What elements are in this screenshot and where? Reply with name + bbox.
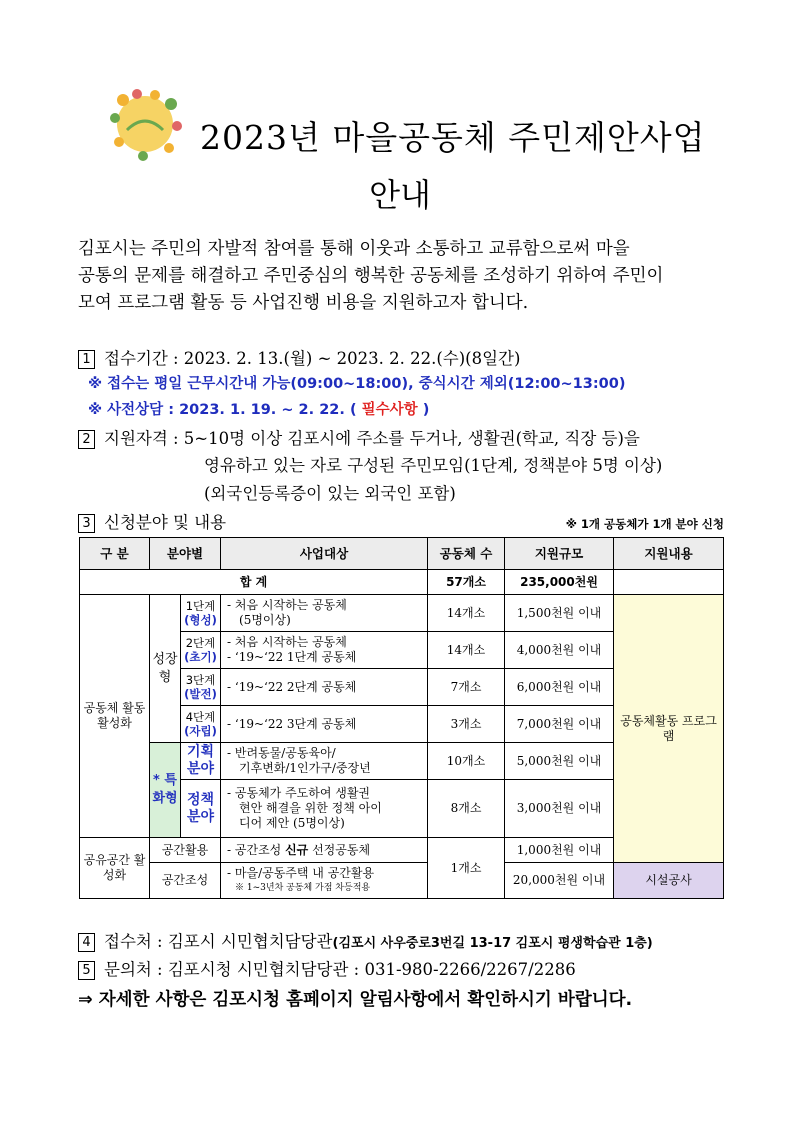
header-cell: 사업대상	[221, 538, 428, 570]
total-label: 합 계	[80, 570, 428, 595]
space-field: 공간활용	[150, 838, 221, 863]
budget-cell: 5,000천원 이내	[505, 743, 614, 780]
section-text: 접수기간 : 2023. 2. 13.(월) ~ 2023. 2. 22.(수)(8일간)	[104, 349, 521, 368]
target-cell: - 처음 시작하는 공동체 (5명이상)	[221, 595, 428, 632]
section-text: 신청분야 및 내용	[104, 513, 227, 532]
special-field: 기획 분야	[181, 743, 221, 780]
target-cell: - 반려동물/공동육아/ 기후변화/1인가구/중장년	[221, 743, 428, 780]
total-budget: 235,000천원	[505, 570, 614, 595]
page-subtitle: 안내	[369, 176, 431, 214]
intro-line: 공통의 문제를 해결하고 주민중심의 행복한 공동체를 조성하기 위하여 주민이	[78, 266, 664, 286]
count-cell: 14개소	[428, 632, 505, 669]
budget-cell: 1,500천원 이내	[505, 595, 614, 632]
target-cell: - ‘19~‘22 2단계 공동체	[221, 669, 428, 706]
growth-type: 성장형	[150, 595, 181, 743]
budget-cell: 20,000천원 이내	[505, 863, 614, 899]
space-field: 공간조성	[150, 863, 221, 899]
eligibility-line: 영유하고 있는 자로 구성된 주민모임(1단계, 정책분야 5명 이상)	[204, 456, 663, 475]
intro-line: 김포시는 주민의 자발적 참여를 통해 이웃과 소통하고 교류함으로써 마을	[78, 239, 630, 259]
section-reception-period	[78, 345, 520, 369]
village-hope-logo	[103, 86, 187, 162]
header-cell: 공동체 수	[428, 538, 505, 570]
header-cell: 지원규모	[505, 538, 614, 570]
lunch-note: ※ 접수는 평일 근무시간내 가능(09:00~18:00), 중식시간 제외(12:00~13:00)	[88, 376, 626, 392]
stage-cell: 4단계 (자립)	[181, 706, 221, 743]
section-number: 1	[78, 350, 95, 369]
header-cell: 구 분	[80, 538, 150, 570]
section-contact	[78, 956, 576, 980]
total-count: 57개소	[428, 570, 505, 595]
total-row	[80, 570, 724, 595]
target-cell: - 마을/공동주택 내 공간활용 ※ 1~3년차 공동체 가점 차등적용	[221, 863, 428, 899]
count-cell: 3개소	[428, 706, 505, 743]
section-number: 5	[78, 961, 95, 980]
section-number: 4	[78, 933, 95, 952]
stage-cell: 1단계 (형성)	[181, 595, 221, 632]
table-row	[80, 863, 724, 899]
count-cell: 14개소	[428, 595, 505, 632]
section-text: 접수처 : 김포시 시민협치담당관	[104, 932, 333, 951]
target-cell: - 공간조성 신규 선정공동체	[221, 838, 428, 863]
address-text: (김포시 사우중로3번길 13-17 김포시 평생학습관 1층)	[332, 936, 653, 951]
stage-cell: 2단계 (초기)	[181, 632, 221, 669]
special-type: * 특화형	[150, 743, 181, 838]
intro-line: 모여 프로그램 활동 등 사업진행 비용을 지원하고자 합니다.	[78, 293, 529, 313]
program-cell: 공동체활동 프로그램	[614, 595, 724, 863]
budget-cell: 7,000천원 이내	[505, 706, 614, 743]
content-cell: 시설공사	[614, 863, 724, 899]
budget-cell: 3,000천원 이내	[505, 780, 614, 838]
group-community: 공동체 활동 활성화	[80, 595, 150, 838]
section-text: 문의처 : 김포시청 시민협치담당관 : 031-980-2266/2267/2286	[104, 960, 576, 979]
count-cell: 10개소	[428, 743, 505, 780]
budget-cell: 6,000천원 이내	[505, 669, 614, 706]
intro-paragraph	[78, 236, 738, 317]
one-field-note: ※ 1개 공동체가 1개 분야 신청	[565, 517, 724, 531]
total-empty	[614, 570, 724, 595]
page-title: 2023년 마을공동체 주민제안사업	[200, 118, 706, 157]
section-eligibility	[78, 425, 640, 449]
consultation-text: ※ 사전상담 : 2023. 1. 19. ~ 2. 22. (	[88, 402, 362, 418]
header-cell: 분야별	[150, 538, 221, 570]
budget-cell: 1,000천원 이내	[505, 838, 614, 863]
count-cell: 7개소	[428, 669, 505, 706]
special-field: 정책 분야	[181, 780, 221, 838]
section-fields	[78, 509, 226, 533]
required-badge: 필수사항	[361, 402, 418, 418]
eligibility-line: (외국인등록증이 있는 외국인 포함)	[204, 484, 456, 503]
consultation-note	[88, 398, 429, 419]
header-cell: 지원내용	[614, 538, 724, 570]
stage-cell: 3단계 (발전)	[181, 669, 221, 706]
homepage-notice: ⇒ 자세한 사항은 김포시청 홈페이지 알림사항에서 확인하시기 바랍니다.	[78, 990, 633, 1010]
consultation-end: )	[417, 402, 430, 418]
section-text: 지원자격 : 5~10명 이상 김포시에 주소를 두거나, 생활권(학교, 직장 등)을	[104, 429, 640, 448]
group-space: 공유공간 활성화	[80, 838, 150, 899]
count-cell: 8개소	[428, 780, 505, 838]
target-cell: - 공동체가 주도하여 생활권 현안 해결을 위한 정책 아이 디어 제안 (5명이상)	[221, 780, 428, 838]
program-table	[79, 537, 724, 899]
target-cell: - ‘19~‘22 3단계 공동체	[221, 706, 428, 743]
section-submission	[78, 928, 653, 952]
section-number: 2	[78, 430, 95, 449]
target-cell: - 처음 시작하는 공동체 - ‘19~‘22 1단계 공동체	[221, 632, 428, 669]
count-cell: 1개소	[428, 838, 505, 899]
section-number: 3	[78, 514, 95, 533]
budget-cell: 4,000천원 이내	[505, 632, 614, 669]
table-header-row	[80, 538, 724, 570]
table-row	[80, 595, 724, 632]
